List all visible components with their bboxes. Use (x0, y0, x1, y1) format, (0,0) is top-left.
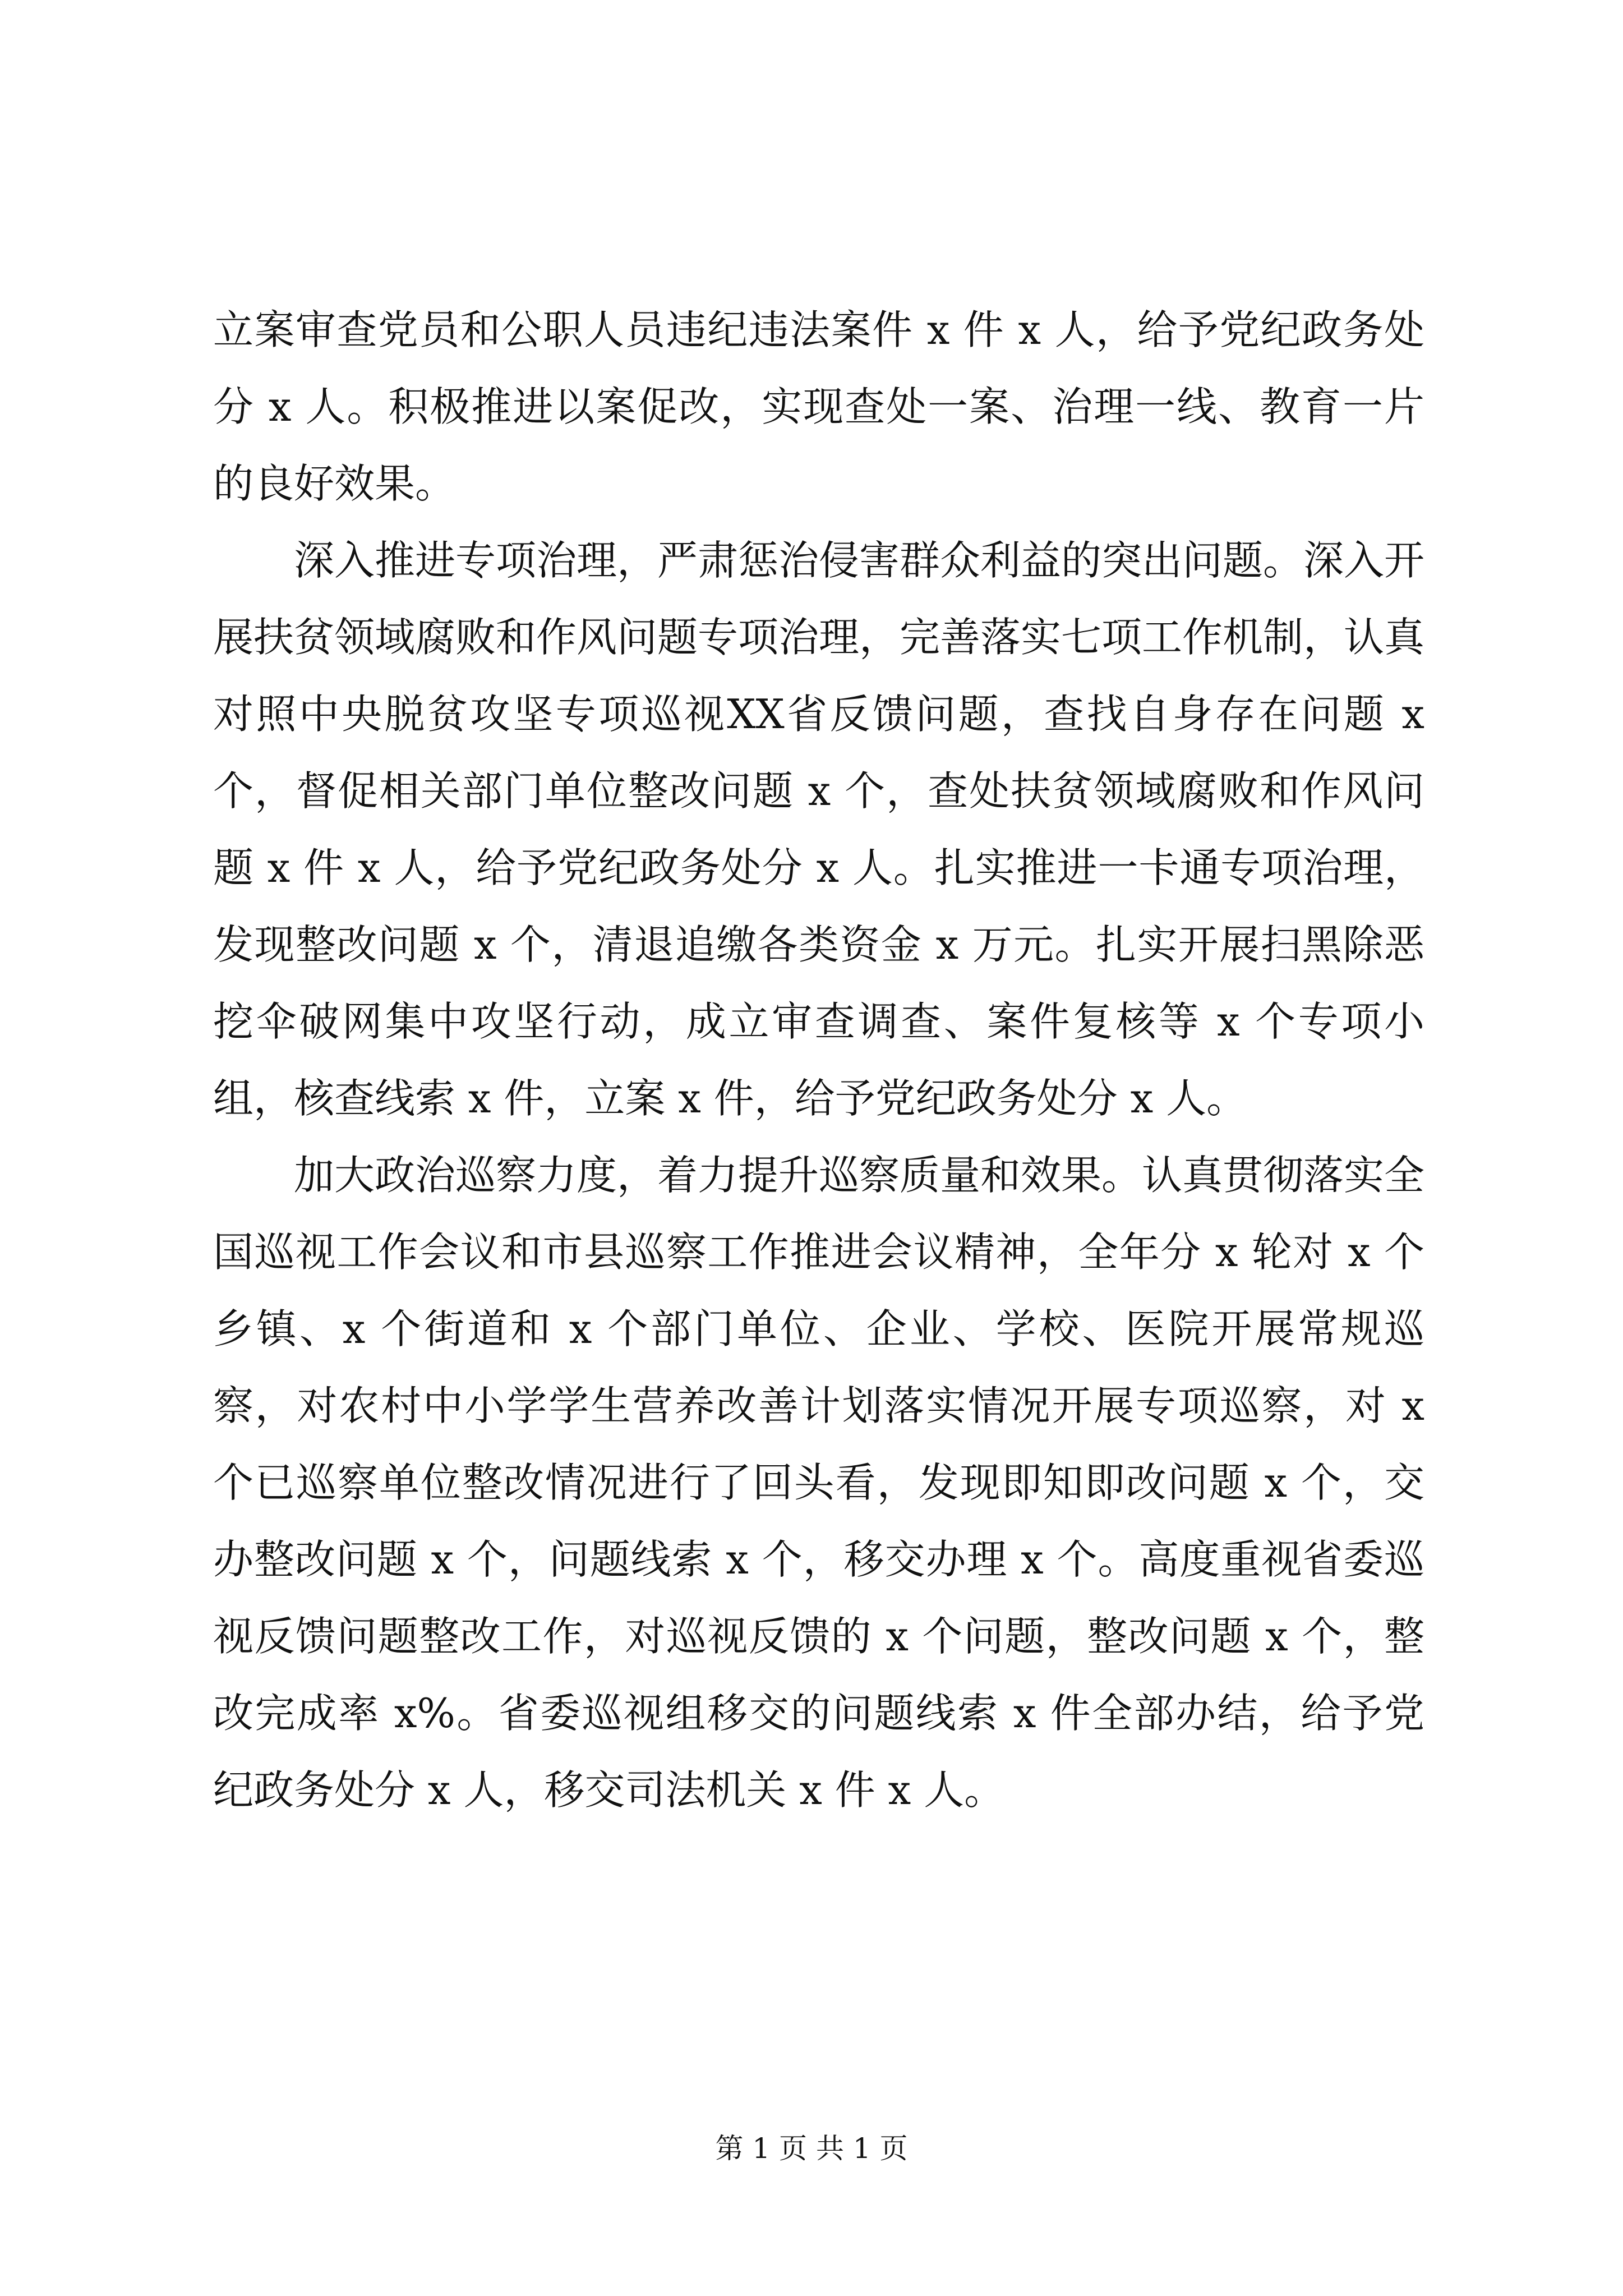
paragraph-political-inspection: 加大政治巡察力度，着力提升巡察质量和效果。认真贯彻落实全国巡视工作会议和市县巡察工作推进会议精神，全年分 x 轮对 x 个乡镇、x 个街道和 x 个部门单位、企业、学校、医院开展常规巡察，对农村中小学学生营养改善计划落实情况开展专项巡察，对 x 个已巡察单位整改情况进行了回头看，发现即知即改问题 x 个，交办整改问题 x 个，问题线索 x 个，移交办理 x 个。高度重视省委巡视反馈问题整改工作，对巡视反馈的 x 个问题，整改问题 x 个，整改完成率 x%。省委巡视组移交的问题线索 x 件全部办结，给予党纪政务处分 x 人，移交司法机关 x 件 x 人。 (213, 1152, 1425, 1814)
document-body (213, 292, 1424, 1829)
paragraph-special-governance: 深入推进专项治理，严肃惩治侵害群众利益的突出问题。深入开展扶贫领域腐败和作风问题专项治理，完善落实七项工作机制，认真对照中央脱贫攻坚专项巡视XX省反馈问题，查找自身存在问题 x 个，督促相关部门单位整改问题 x 个，查处扶贫领域腐败和作风问题 x 件 x 人，给予党纪政务处分 x 人。扎实推进一卡通专项治理，发现整改问题 x 个，清退追缴各类资金 x 万元。扎实开展扫黑除恶挖伞破网集中攻坚行动，成立审查调查、案件复核等 x 个专项小组，核查线索 x 件，立案 x 件，给予党纪政务处分 x 人。 (213, 537, 1425, 1122)
paragraph-continuation: 立案审查党员和公职人员违纪违法案件 x 件 x 人，给予党纪政务处分 x 人。积极推进以案促改，实现查处一案、治理一线、教育一片的良好效果。 (213, 306, 1424, 507)
page-number-footer: 第 1 页 共 1 页 (715, 2132, 908, 2165)
